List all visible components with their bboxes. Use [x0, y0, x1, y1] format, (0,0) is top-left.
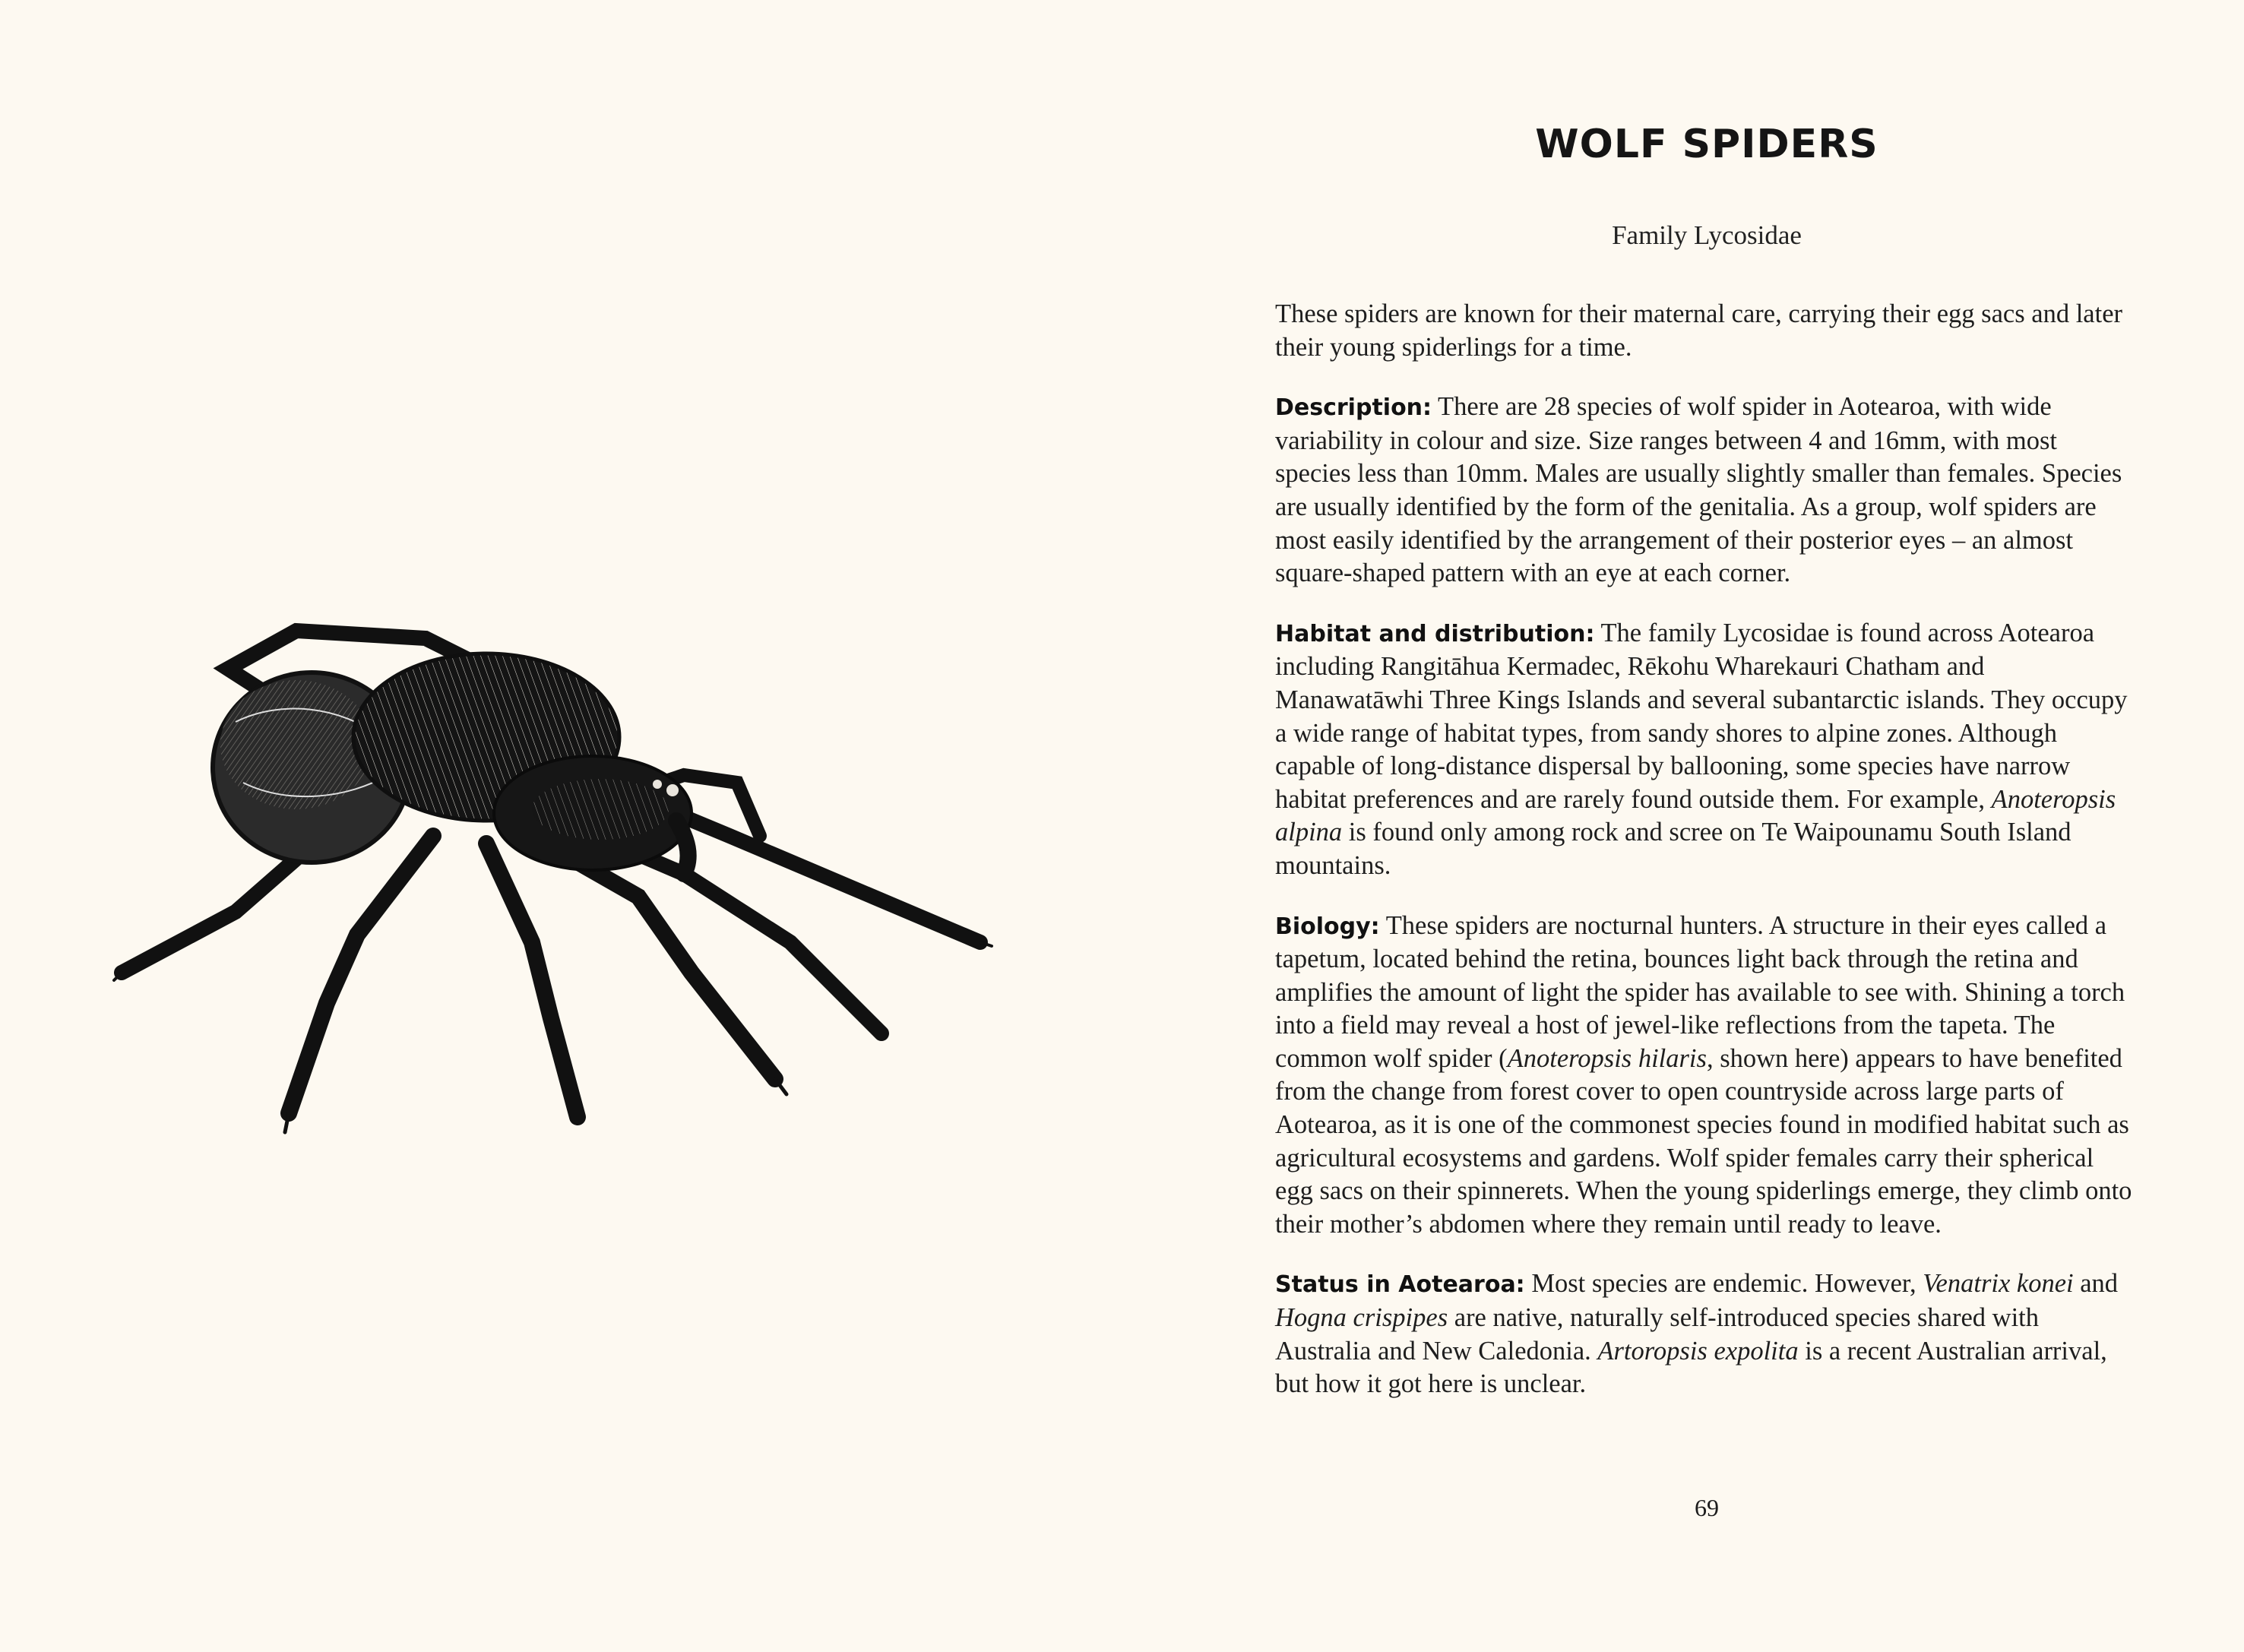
- wolf-spider-illustration: [106, 608, 1018, 1140]
- species-name: Hogna crispipes: [1275, 1303, 1448, 1333]
- status-text: and: [2080, 1269, 2119, 1299]
- biology-label: Biology:: [1275, 913, 1380, 940]
- status-text: is a recent Australian arrival, but how it got here is unclear.: [1275, 1336, 2107, 1399]
- species-name: Anoteropsis hilaris: [1507, 1043, 1707, 1073]
- habitat-label: Habitat and distribution:: [1275, 620, 1595, 647]
- species-name: Venatrix konei: [1923, 1269, 2074, 1299]
- biology-text: These spiders are nocturnal hunters. A structure in their eyes called a tapetum, located behind the retina, bounces light back through the retina and amplifies the amount of light the spider has available to see with. Shining a torch into a field may reveal a host of jewel-like reflections from the tapeta. The common wolf spider (: [1275, 910, 2125, 1073]
- status-paragraph: [1275, 1267, 2138, 1400]
- status-text: Most species are endemic. However,: [1531, 1269, 1916, 1299]
- page-title: WOLF SPIDERS: [1535, 122, 1878, 167]
- body-text: [1275, 298, 2138, 1428]
- species-name: Anoteropsis alpina: [1275, 784, 2116, 847]
- family-name: Family Lycosidae: [1612, 220, 1802, 250]
- description-text: There are 28 species of wolf spider in Aotearoa, with wide variability in colour and size. Size ranges between 4 and 16mm, with most species less than 10mm. Males are usually slightly smaller than females. Species are usually identified by the form of the genitalia. As a group, wolf spiders are most easily identified by the arrangement of their posterior eyes – an almost square-shaped pattern with an eye at each corner.: [1275, 392, 2122, 588]
- description-paragraph: [1275, 391, 2138, 590]
- habitat-paragraph: [1275, 617, 2138, 883]
- page-number: 69: [1695, 1494, 1719, 1521]
- status-label: Status in Aotearoa:: [1275, 1271, 1525, 1299]
- species-name: Artoropsis expolita: [1597, 1336, 1799, 1366]
- status-text: are native, naturally self-introduced species shared with Australia and New Caledonia.: [1275, 1303, 2039, 1366]
- description-label: Description:: [1275, 394, 1432, 422]
- biology-text: , shown here) appears to have benefited from the change from forest cover to open countryside across large parts of Aotearoa, as it is one of the commonest species found in modified habitat such as agricultural ecosystems and gardens. Wolf spider females carry their spherical egg sacs on their spinnerets. When the young spiderlings emerge, they climb onto their mother’s abdomen where they remain until ready to leave.: [1275, 1043, 2132, 1239]
- biology-paragraph: [1275, 910, 2138, 1242]
- intro-paragraph: These spiders are known for their maternal care, carrying their egg sacs and later their young spiderlings for a time.: [1275, 299, 2123, 362]
- habitat-text: is found only among rock and scree on Te Waipounamu South Island mountains.: [1275, 818, 2072, 880]
- habitat-text: The family Lycosidae is found across Aotearoa including Rangitāhua Kermadec, Rēkohu Wharekauri Chatham and Manawatāwhi Three Kings Islands and several subantarctic islands. They occupy a wide range of habitat types, from sandy shores to alpine zones. Although capable of long-distance dispersal by ballooning, some species have narrow habitat preferences and are rarely found outside them. For example,: [1275, 618, 2128, 814]
